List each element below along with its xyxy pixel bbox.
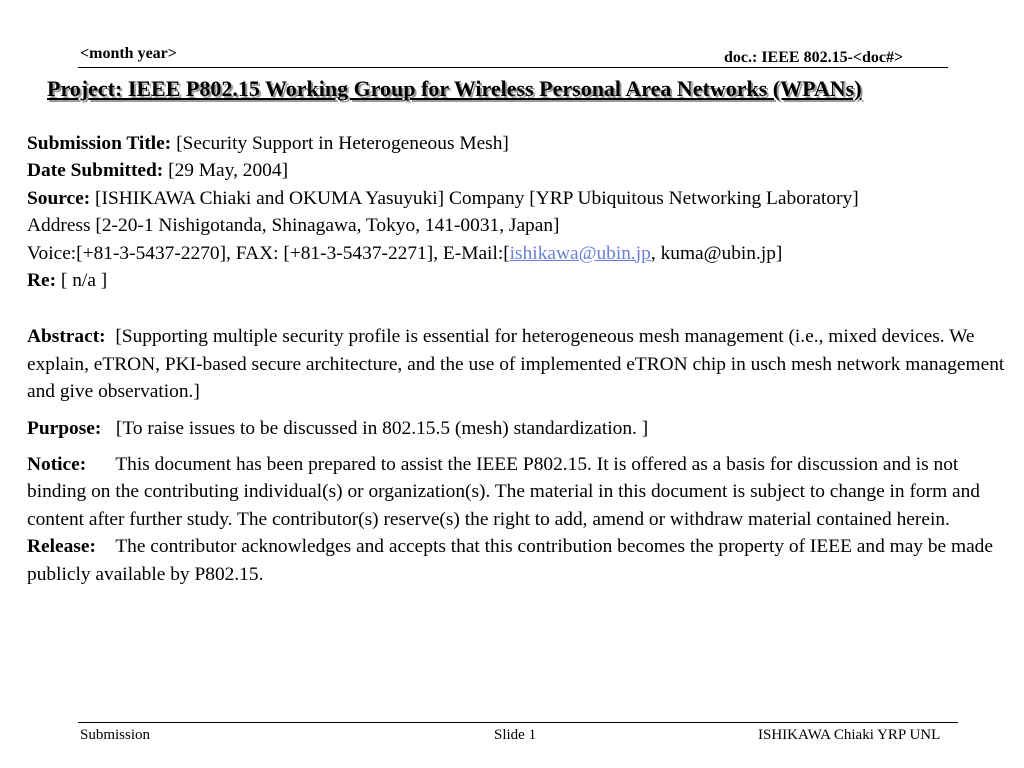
notice-label: Notice:	[27, 454, 87, 476]
release-paragraph	[27, 533, 1019, 588]
footer-divider	[78, 722, 958, 723]
source-value: [ISHIKAWA Chiaki and OKUMA Yasuyuki] Company [YRP Ubiquitous Networking Laboratory]	[90, 187, 859, 209]
purpose-paragraph	[27, 415, 1019, 442]
header-divider	[78, 67, 948, 68]
purpose-text: [To raise issues to be discussed in 802.15.5 (mesh) standardization. ]	[115, 417, 649, 439]
release-text: The contributor acknowledges and accepts that this contribution becomes the property of IEEE and may be made publicly available by P802.15.	[27, 536, 993, 585]
footer-author: ISHIKAWA Chiaki YRP UNL	[758, 727, 941, 743]
email-link[interactable]: ishikawa@ubin.jp	[509, 242, 651, 264]
release-label: Release:	[27, 536, 96, 558]
re-value: [ n/a ]	[56, 270, 108, 292]
contact-suffix: , kuma@ubin.jp]	[650, 242, 783, 264]
abstract-label: Abstract:	[27, 326, 106, 348]
submission-title-value: [Security Support in Heterogeneous Mesh]	[171, 133, 509, 154]
notice-text: This document has been prepared to assist the IEEE P802.15. It is offered as a basis for discussion and is not binding on the contributing individual(s) or organization(s). The material in this document is subject to change in form and content after further study. The contributor(s) reserve(s) the right to add, amend or withdraw material contained herein.	[27, 454, 980, 530]
abstract-text: [Supporting multiple security profile is essential for heterogeneous mesh management (i.e., mixed devices. We explain, eTRON, PKI-based secure architecture, and the use of implemented eTRON chip in usch mesh network management and give observation.]	[27, 326, 1005, 403]
footer-submission: Submission	[80, 727, 151, 743]
date-submitted-value: [29 May, 2004]	[163, 160, 289, 182]
abstract-paragraph	[27, 323, 1019, 405]
project-title: Project: IEEE P802.15 Working Group for Wireless Personal Area Networks (WPANs)	[47, 76, 862, 101]
notice-paragraph	[27, 451, 1019, 533]
submission-title-label: Submission Title:	[27, 133, 172, 154]
contact-prefix: Voice:[+81-3-5437-2270], FAX: [+81-3-5437-2271], E-Mail:[	[27, 242, 510, 264]
purpose-label: Purpose:	[27, 417, 102, 439]
footer-slide-number: Slide 1	[494, 727, 537, 743]
re-line	[27, 267, 1019, 294]
doc-id-header: doc.: IEEE 802.15-<doc#>	[724, 49, 904, 66]
contact-line	[27, 240, 1019, 267]
submission-title-line	[27, 130, 1019, 157]
address-line: Address [2-20-1 Nishigotanda, Shinagawa, Tokyo, 141-0031, Japan]	[27, 215, 560, 237]
slide-body	[27, 130, 1019, 588]
month-year-header: <month year>	[80, 45, 177, 62]
date-submitted-line	[27, 157, 1019, 184]
source-line	[27, 185, 1019, 212]
spacer	[27, 294, 1019, 323]
date-submitted-label: Date Submitted:	[27, 160, 164, 182]
source-label: Source:	[27, 187, 91, 209]
re-label: Re:	[27, 270, 57, 292]
